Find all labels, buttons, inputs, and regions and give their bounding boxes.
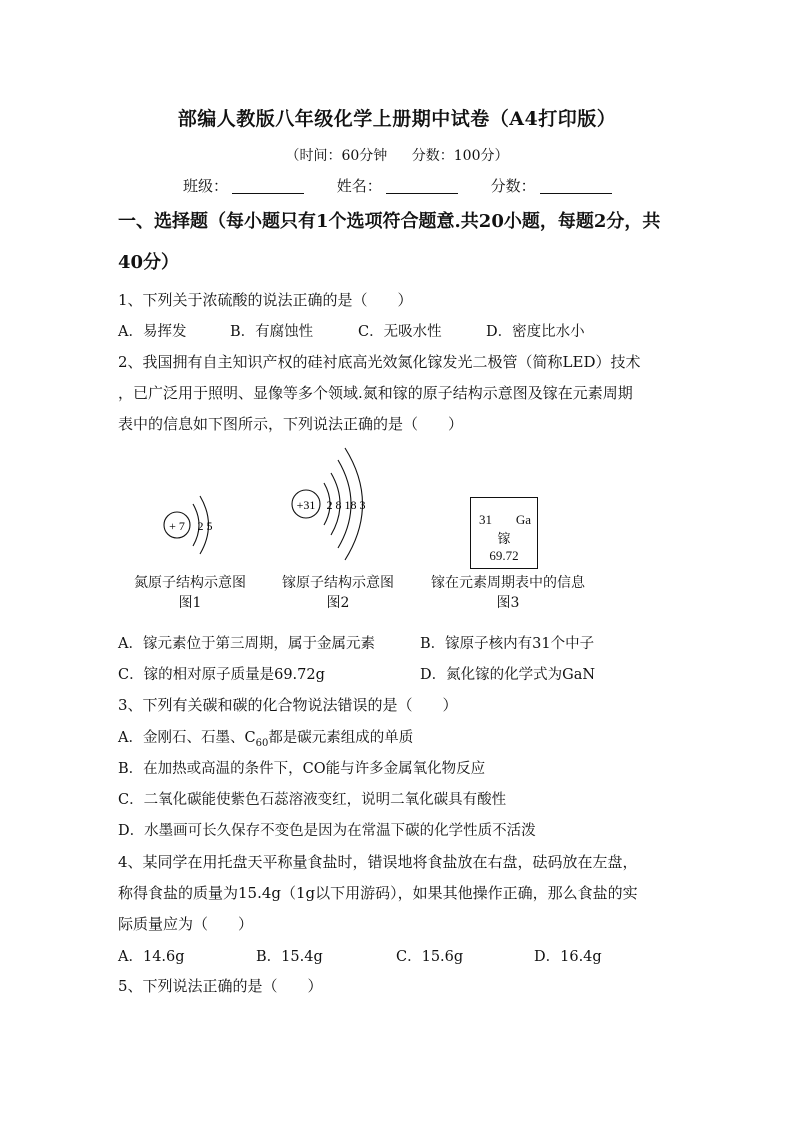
q3-option-b: B．在加热或高温的条件下，CO能与许多金属氧化物反应	[118, 761, 486, 777]
gallium-nucleus-charge: +31	[296, 498, 316, 512]
score-field	[491, 175, 612, 196]
fig1-caption-title: 氮原子结构示意图	[134, 575, 246, 591]
q3-option-d: D．水墨画可长久保存不变色是因为在常温下碳的化学性质不活泼	[118, 823, 536, 839]
gallium-chinese-name: 镓	[497, 531, 511, 546]
q4-stem-line2: 称得食盐的质量为15.4g（1g以下用游码），如果其他操作正确，那么食盐的实	[118, 884, 638, 902]
nitrogen-electron-counts: 2 5	[197, 519, 213, 533]
class-label: 班级：	[183, 177, 229, 195]
gallium-atomic-mass: 69.72	[489, 548, 519, 563]
gallium-periodic-cell	[470, 497, 538, 569]
q1-option-d: D．密度比水小	[486, 324, 585, 340]
q5-stem: 5、下列说法正确的是（ ）	[118, 977, 323, 995]
q3-stem: 3、下列有关碳和碳的化合物说法错误的是（ ）	[118, 696, 458, 714]
gallium-symbol: Ga	[515, 512, 531, 527]
score-label: 分数：	[490, 177, 536, 195]
q1-stem: 1、下列关于浓硫酸的说法正确的是（ ）	[118, 291, 413, 309]
q4-option-a: A．14.6g	[118, 949, 185, 965]
q3-option-a-subscript: 60	[255, 737, 269, 749]
score-blank[interactable]	[540, 179, 612, 194]
q2-stem-line2: ，已广泛用于照明、显像等多个领域.氮和镓的原子结构示意图及镓在元素周期	[118, 384, 633, 402]
name-blank[interactable]	[386, 179, 458, 194]
q3-option-c: C．二氧化碳能使紫色石蕊溶液变红，说明二氧化碳具有酸性	[118, 792, 507, 808]
q4-option-b: B．15.4g	[256, 949, 323, 965]
section-heading-1: 一、选择题（每小题只有1个选项符合题意.共20小题，每题2分，共	[118, 211, 661, 232]
gallium-atomic-number: 31	[479, 512, 492, 527]
q1-option-c: C．无吸水性	[358, 324, 442, 340]
nitrogen-atom-diagram	[155, 482, 245, 572]
q2-option-d: D．氮化镓的化学式为GaN	[420, 667, 596, 683]
fig2-caption-label: 图2	[326, 595, 350, 611]
q3-option-a-text: A．金刚石、石墨、C	[118, 730, 256, 746]
fig3-caption-label: 图3	[496, 595, 520, 611]
q4-option-d: D．16.4g	[534, 949, 602, 965]
q2-stem-line3: 表中的信息如下图所示，下列说法正确的是（ ）	[118, 415, 464, 433]
q2-option-a: A．镓元素位于第三周期，属于金属元素	[118, 636, 375, 652]
student-info-row	[183, 175, 640, 196]
q2-option-b: B．镓原子核内有31个中子	[420, 636, 595, 652]
section-heading-1-cont: 40分）	[118, 252, 180, 273]
time-limit: （时间：60分钟	[285, 148, 388, 164]
q4-stem-line1: 4、某同学在用托盘天平称量食盐时，错误地将食盐放在右盘，砝码放在左盘，	[118, 853, 638, 871]
fig1-caption	[120, 573, 260, 613]
gallium-electron-counts: 2 8 18 3	[326, 498, 366, 512]
class-field	[183, 175, 304, 196]
q4-options	[118, 945, 602, 966]
q3-option-a	[118, 726, 413, 749]
name-field	[337, 175, 458, 196]
q1-option-b: B．有腐蚀性	[230, 324, 314, 340]
q1-option-a: A．易挥发	[118, 324, 187, 340]
q2-options-row2	[118, 663, 595, 684]
gallium-atom-diagram	[284, 440, 394, 570]
q2-stem-line1: 2、我国拥有自主知识产权的硅衬底高光效氮化镓发光二极管（简称LED）技术	[118, 353, 641, 371]
exam-meta	[0, 145, 794, 165]
q1-options	[118, 320, 585, 341]
nitrogen-nucleus-charge: + 7	[169, 519, 185, 533]
q2-option-c: C．镓的相对原子质量是69.72g	[118, 667, 325, 683]
name-label: 姓名：	[336, 177, 382, 195]
fig2-caption-title: 镓原子结构示意图	[282, 575, 394, 591]
fig3-caption	[418, 573, 598, 613]
class-blank[interactable]	[232, 179, 304, 194]
fig2-caption	[268, 573, 408, 613]
q4-option-c: C．15.6g	[396, 949, 464, 965]
page-title: 部编人教版八年级化学上册期中试卷（A4打印版）	[177, 108, 617, 130]
q3-option-a-text-end: 都是碳元素组成的单质	[268, 730, 414, 746]
total-score: 分数：100分）	[411, 148, 509, 164]
q4-stem-line3: 际质量应为（ ）	[118, 915, 254, 933]
fig1-caption-label: 图1	[178, 595, 202, 611]
q2-options-row1	[118, 632, 594, 653]
fig3-caption-title: 镓在元素周期表中的信息	[431, 575, 585, 591]
